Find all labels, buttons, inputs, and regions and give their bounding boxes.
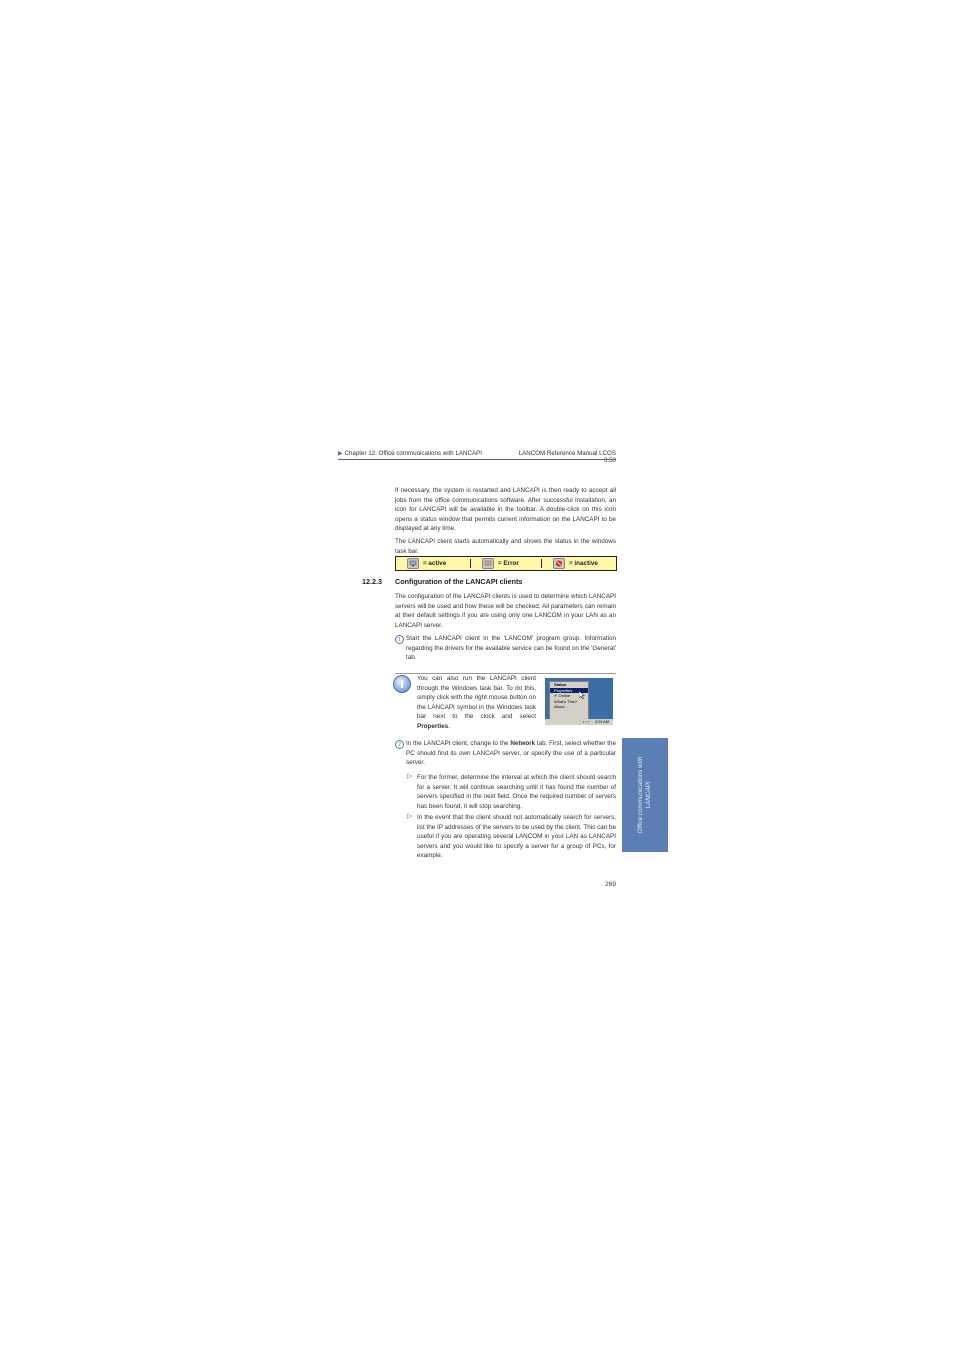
running-header-chapter <box>338 450 482 457</box>
intro-paragraph-1: If necessary, the system is restarted and LANCAPI is then ready to accept all jobs from the office communications software. After successful installation, an icon for LANCAPI will be available in the toolbar. A double-click on this icon opens a status window that permits current information on the LANCAPI to be displayed at any time. <box>395 487 616 533</box>
section-number: 12.2.3 <box>362 577 382 586</box>
section-intro: The configuration of the LANCAPI clients is used to determine which LANCAPI servers will be used and how these will be checked. All parameters can remain at their default settings if you are using only one LANCOM in your LAN as an LANCAPI server. <box>395 593 616 629</box>
context-menu-screenshot <box>545 678 613 725</box>
step-2-number-icon: 2 <box>395 740 404 749</box>
intro-paragraph-2: The LANCAPI client starts automatically and shows the status in the windows task bar. <box>395 538 616 555</box>
menu-item-online[interactable]: ✔ Online <box>554 693 571 699</box>
checkmark-icon: ✔ <box>554 693 558 699</box>
tray-icons: ▪ ▪ ▪ <box>582 720 590 724</box>
page-number: 269 <box>605 881 616 888</box>
section-title: Configuration of the LANCAPI clients <box>395 577 523 586</box>
menu-item-status[interactable]: Status <box>554 682 567 687</box>
status-inactive: = inactive <box>542 557 598 570</box>
menu-item-whats-this[interactable]: What's This? <box>554 698 577 704</box>
status-active: = active <box>396 557 470 570</box>
header-rule <box>338 459 616 460</box>
step-1-text: Start the LANCAPI client in the 'LANCOM' program group. Information regarding the drivers for the available service can be found on the 'General' tab. <box>406 635 616 662</box>
status-legend <box>395 556 617 571</box>
note-text: You can also run the LANCAPI client through the Windows task bar. To do this, simply click with the right mouse button on the LANCAPI symbol in the Windows task bar next to the clock and select Properties. <box>417 675 536 730</box>
menu-item-about[interactable]: About ... <box>554 704 569 710</box>
lancapi-active-icon <box>407 558 419 569</box>
status-error: ! = Error <box>471 557 541 570</box>
chapter-side-tab <box>622 738 668 852</box>
info-icon <box>393 675 411 693</box>
taskbar-clock: 3:02 AM <box>595 720 609 724</box>
arrow-bullet-icon: ▷ <box>407 773 413 780</box>
windows-taskbar <box>545 719 613 725</box>
arrow-bullet-icon: ▷ <box>407 813 413 820</box>
step-2-text: In the LANCAPI client, change to the Network tab. First, select whether the PC should find its own LANCAPI server, or specify the use of a particular server. <box>406 740 617 767</box>
mouse-cursor-icon <box>579 691 585 699</box>
bullet-1-text: For the former, determine the interval at which the client should search for a server. It will continue searching until it has found the number of servers specified in the next field. Once the required number of servers has been found, it will stop searching. <box>417 774 616 810</box>
menu-item-properties[interactable]: Properties <box>550 688 588 694</box>
lancapi-inactive-icon <box>553 558 565 569</box>
step-1-number-icon: 1 <box>395 635 404 644</box>
bullet-2-text: In the event that the client should not automatically search for servers, list the IP addresses of the servers to be used by the client. This can be useful if you are operating several LANCOM in your LAN as LANCAPI servers and you would like to specify a server for a group of PCs, for example. <box>417 814 616 860</box>
side-tab-label: Office communications with LANCAPI <box>637 756 652 834</box>
chapter-title: Chapter 12: Office communications with LANCAPI <box>344 450 482 457</box>
lancapi-error-icon <box>482 558 494 569</box>
context-menu <box>549 681 589 721</box>
svg-text:!: ! <box>487 560 489 566</box>
running-header-manual: LANCOM Reference Manual LCOS 3.50 <box>518 450 616 464</box>
triangle-bullet-icon: ▶ <box>338 450 343 457</box>
